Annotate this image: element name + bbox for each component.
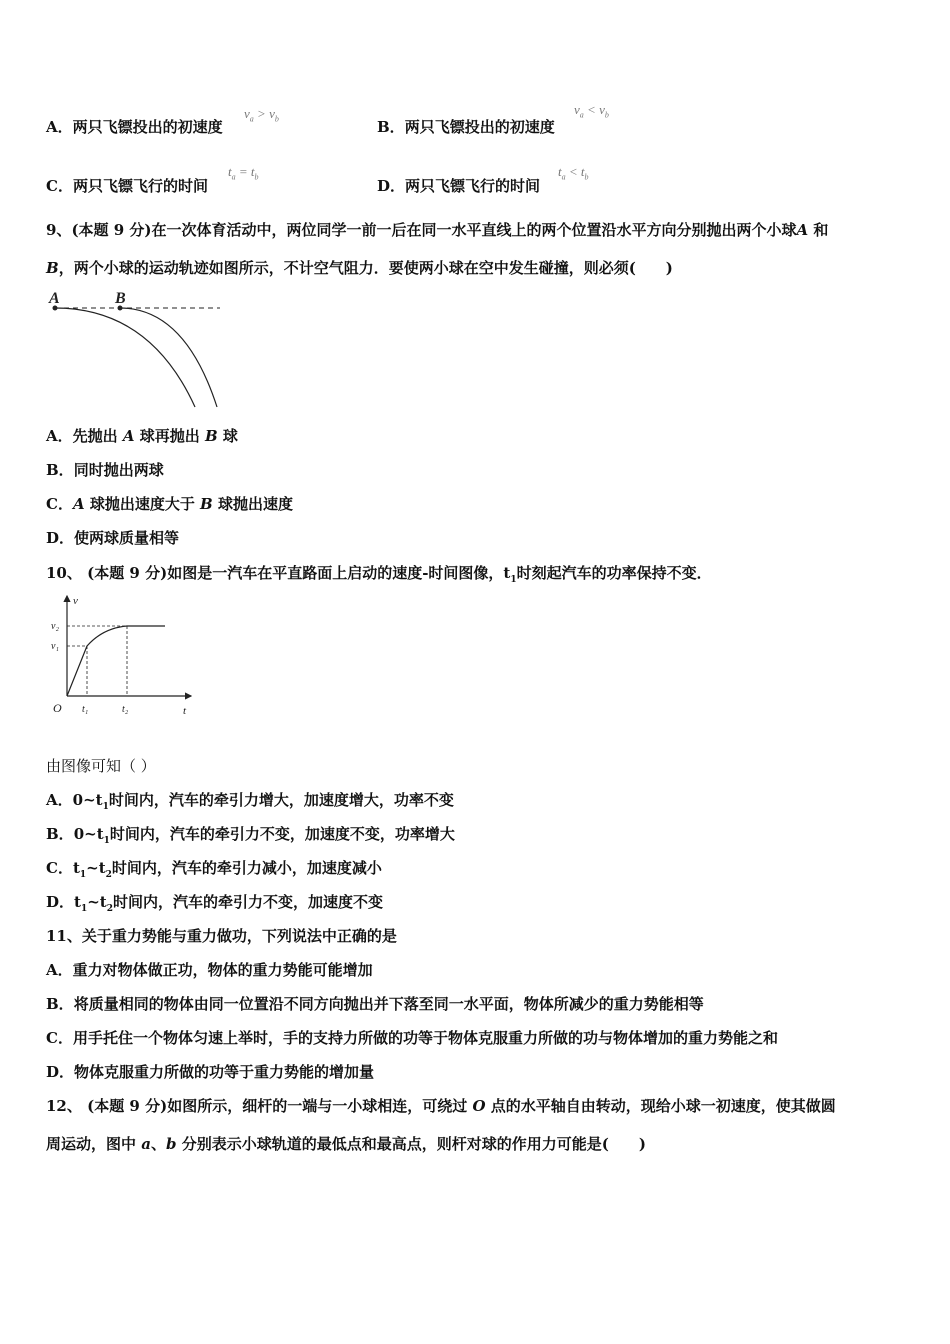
q11-option-b: B．将质量相同的物体由同一位置沿不同方向抛出并下落至同一水平面，物体所减少的重力势能相等 [46, 995, 704, 1013]
question-number: 12、 [46, 1097, 82, 1115]
question-score: (本题 9 分) [71, 221, 152, 239]
q9-option-b: B．同时抛出两球 [46, 461, 164, 479]
q8-option-d [377, 175, 540, 196]
question-number: 9、 [46, 221, 72, 239]
label-a: A [49, 290, 60, 307]
t1-label: t₁ [82, 704, 89, 715]
v2-label: v₂ [51, 621, 59, 632]
q9-trajectory-figure [45, 285, 230, 410]
q10-option-a: A．$0\sim t_1$时间内，汽车的牵引力增大，加速度增大，功率不变 [46, 791, 454, 812]
q11-option-d: D．物体克服重力所做的功等于重力势能的增加量 [46, 1063, 375, 1081]
q11-stem: 11、关于重力势能与重力做功，下列说法中正确的是 [46, 927, 397, 945]
t2-label: t₂ [122, 704, 129, 715]
q9-stem-line-1: 9、(本题 9 分)在一次体育活动中，两位同学一前一后在同一水平直线上的两个位置沿水平方向分别抛出两个小球A 和 [46, 221, 829, 239]
q10-prompt: 由图像可知（ ） [46, 757, 156, 775]
q9-option-a: A．先抛出 A 球再抛出 B 球 [46, 427, 238, 445]
q8-d-formula: $t_a < t_b$ [558, 164, 589, 182]
q10-option-c: C．$t_1\sim t_2$时间内，汽车的牵引力减小，加速度减小 [46, 859, 382, 880]
option-text: 两只飞镖飞行的时间 [72, 177, 208, 195]
v1-label: v₁ [51, 641, 59, 652]
q8-b-formula: $v_a < v_b$ [574, 102, 609, 120]
option-letter: A． [46, 118, 73, 136]
question-number: 10、 [46, 564, 82, 582]
q8-option-c [46, 175, 208, 196]
option-text: 两只飞镖投出的初速度 [72, 118, 223, 136]
q9-option-c: C．A 球抛出速度大于 B 球抛出速度 [46, 495, 293, 513]
q9-option-d: D．使两球质量相等 [46, 529, 180, 547]
q10-velocity-time-graph [45, 590, 200, 720]
label-b: B [115, 290, 126, 307]
q8-option-b [377, 116, 555, 137]
option-text: 两只飞镖投出的初速度 [404, 118, 555, 136]
velocity-curve [67, 626, 165, 696]
trajectory-b [120, 308, 217, 407]
q12-stem-line-2: 周运动，图中 a、b 分别表示小球轨道的最低点和最高点，则杆对球的作用力可能是( ) [46, 1135, 646, 1153]
q9-stem-line-2: B，两个小球的运动轨迹如图所示，不计空气阻力．要使两小球在空中发生碰撞，则必须( ) [46, 259, 673, 277]
q8-option-a [46, 116, 223, 137]
origin-label: O [53, 701, 62, 715]
q8-c-formula: $t_a = t_b$ [228, 164, 259, 182]
q10-option-b: B．$0\sim t_1$时间内，汽车的牵引力不变，加速度不变，功率增大 [46, 825, 455, 846]
x-axis-label: t [183, 705, 187, 717]
q11-option-c: C．用手托住一个物体匀速上举时，手的支持力所做的功等于物体克服重力所做的功与物体增加的重力势能之和 [46, 1029, 778, 1047]
option-letter: D． [377, 177, 406, 195]
q10-stem: 10、 (本题 9 分)如图是一汽车在平直路面上启动的速度-时间图像，$t_1$时刻起汽车的功率保持不变． [46, 564, 712, 585]
q12-stem-line-1: 12、 (本题 9 分)如图所示，细杆的一端与一小球相连，可绕过 O 点的水平轴自由转动，现给小球一初速度，使其做圆 [46, 1097, 836, 1115]
trajectory-a [55, 308, 195, 407]
option-letter: B． [377, 118, 405, 136]
q10-option-d: D．$t_1\sim t_2$时间内，汽车的牵引力不变，加速度不变 [46, 893, 383, 914]
q11-option-a: A．重力对物体做正功，物体的重力势能可能增加 [46, 961, 373, 979]
option-letter: C． [46, 177, 73, 195]
option-text: 两只飞镖飞行的时间 [405, 177, 541, 195]
q8-a-formula: $v_a > v_b$ [244, 106, 279, 124]
y-axis-label: v [73, 595, 78, 607]
question-score: (本题 9 分) [87, 564, 168, 582]
question-score: (本题 9 分) [87, 1097, 168, 1115]
question-stem: ，两个小球的运动轨迹如图所示，不计空气阻力．要使两小球在空中发生碰撞，则必须( ) [58, 259, 673, 277]
question-stem: 在一次体育活动中，两位同学一前一后在同一水平直线上的两个位置沿水平方向分别抛出两个小球 [151, 221, 797, 239]
